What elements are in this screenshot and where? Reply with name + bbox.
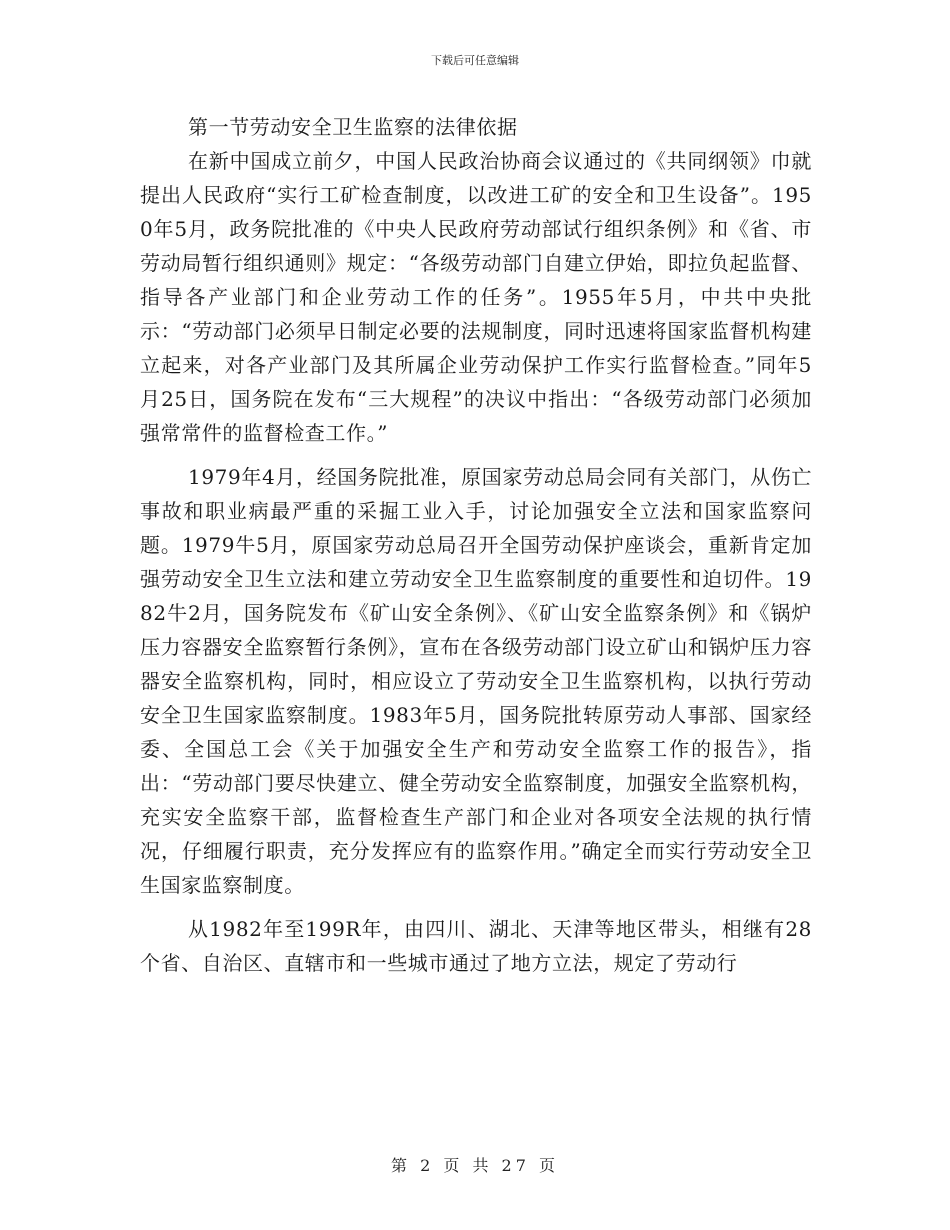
paragraph-2: 1979年4月，经国务院批准，原国家劳动总局会同有关部门，从伤亡事故和职业病最严重的采掘工业入手，讨论加强安全立法和国家监察问题。1979牛5月，原国家劳动总局召开全国劳动保护座谈会，重新肯定加强劳动安全卫生立法和建立劳动安全卫生监察制度的重要性和迫切件。1982牛2月，国务院发布《矿山安全条例》、《矿山安全监察条例》和《锅炉压力容器安全监察暂行条例》，宣布在各级劳动部门设立矿山和锅炉压力容器安全监察机构，同时，相应设立了劳动安全卫生监察机构，以执行劳动安全卫生国家监察制度。1983年5月，国务院批转原劳动人事部、国家经委、全国总工会《关于加强安全生产和劳动安全监察工作的报告》，指出：“劳动部门要尽快建立、健全劳动安全监察制度，加强安全监察机构，充实安全监察干部，监督检查生产部门和企业对各项安全法规的执行情况，仔细履行职责，充分发挥应有的监察作用。”确定全而实行劳动安全卫生国家监察制度。 bbox=[140, 465, 812, 897]
paragraph-3: 从1982年至199R年，由四川、湖北、天津等地区带头，相继有28个省、自治区、直辖市和一些城市通过了地方立法，规定了劳动行 bbox=[140, 917, 812, 975]
page-number-footer: 第 2 页 共 27 页 bbox=[391, 1156, 559, 1175]
paragraph-1: 在新中国成立前夕，中国人民政治协商会议通过的《共同纲领》巾就提出人民政府“实行工矿检查制度，以改进工矿的安全和卫生设备”。1950年5月，政务院批准的《中央人民政府劳动部试行组织条例》和《省、市劳动局暂行组织通则》规定：“各级劳动部门自建立伊始，即拉负起监督、指导各产业部门和企业劳动工作的任务”。1955年5月，中共中央批示：“劳动部门必须早日制定必要的法规制度，同时迅速将国家监督机构建立起来，对各产业部门及其所属企业劳动保护工作实行监督检查。”同年5月25日，国务院在发布“三大规程”的决议中指出：“各级劳动部门必须加强常常件的监督检查工作。” bbox=[140, 149, 812, 445]
document-body bbox=[140, 110, 812, 980]
page-header: 下载后可任意编辑 bbox=[431, 54, 519, 67]
section-title: 第一节劳动安全卫生监察的法律依据 bbox=[188, 115, 518, 139]
